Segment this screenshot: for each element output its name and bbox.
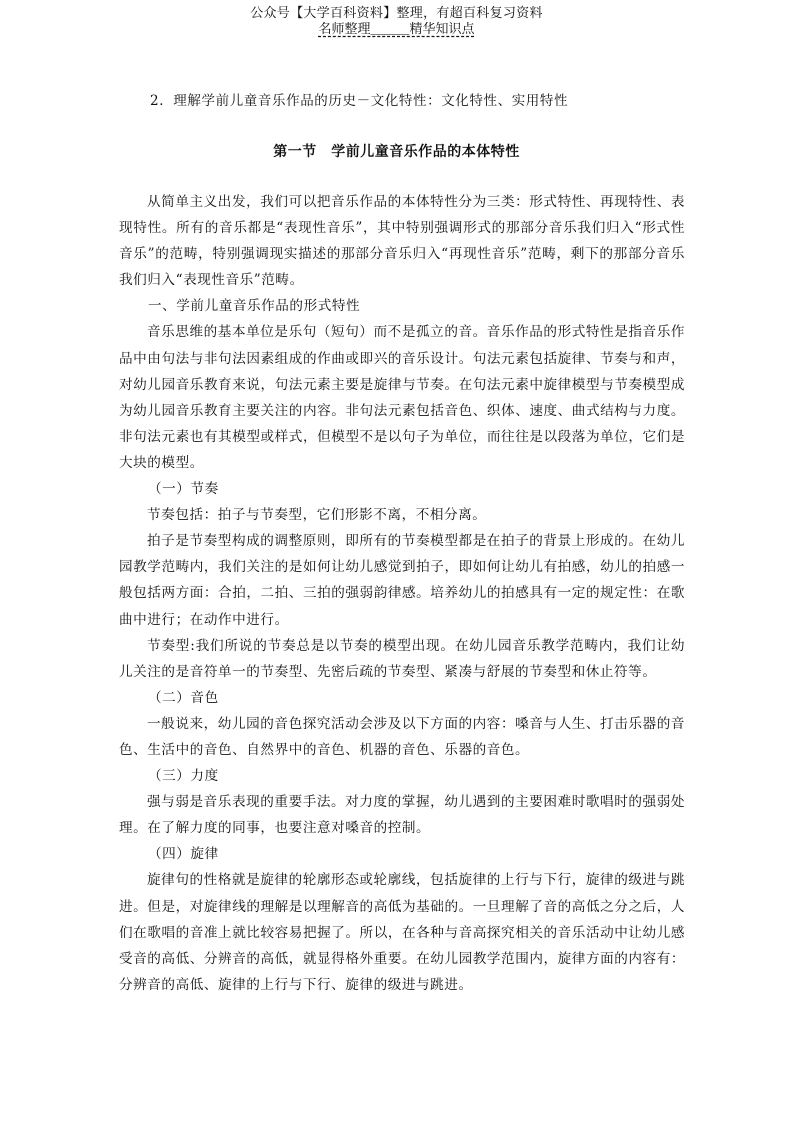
subheading-timbre: （二）音色 [148, 689, 219, 706]
subheading-rhythm: （一）节奏 [148, 481, 219, 498]
body-text [119, 189, 685, 998]
subheading-form: 一、学前儿童音乐作品的形式特性 [148, 298, 361, 315]
paragraph: 节奏包括：拍子与节奏型，它们形影不离，不相分离。 [147, 507, 487, 524]
page-header-line-2-text: 名师整理＿＿＿精华知识点 [318, 22, 475, 37]
page-header-line-1: 公众号【大学百科资料】整理，有超百科复习资料 [250, 6, 543, 21]
paragraph: 从简单主义出发，我们可以把音乐作品的本体特性分为三类：形式特性、再现特性、表现特性。所有的音乐都是“表现性音乐”，其中特别强调形式的那部分音乐我们归入“形式性音乐”的范畴，特别强调现实描述的那部分音乐归入“再现性音乐”范畴，剩下的那部分音乐我们归入“表现性音乐”范畴。 [119, 194, 685, 289]
paragraph: 一般说来，幼儿园的音色探究活动会涉及以下方面的内容：嗓音与人生、打击乐器的音色、生活中的音色、自然界中的音色、机器的音色、乐器的音色。 [119, 715, 685, 758]
paragraph: 拍子是节奏型构成的调整原则，即所有的节奏模型都是在拍子的背景上形成的。在幼儿园教学范畴内，我们关注的是如何让幼儿感觉到拍子，即如何让幼儿有拍感，幼儿的拍感一般包括两方面：合拍，二拍、三拍的强弱韵律感。培养幼儿的拍感具有一定的规定性：在歌曲中进行；在动作中进行。 [119, 533, 685, 628]
paragraph: 音乐思维的基本单位是乐句（短句）而不是孤立的音。音乐作品的形式特性是指音乐作品中由句法与非句法因素组成的作曲或即兴的音乐设计。句法元素包括旋律、节奏与和声，对幼儿园音乐教育来说，句法元素主要是旋律与节奏。在句法元素中旋律模型与节奏模型成为幼儿园音乐教育主要关注的内容。非句法元素包括音色、织体、速度、曲式结构与力度。非句法元素也有其模型或样式，但模型不是以句子为单位，而往往是以段落为单位，它们是大块的模型。 [119, 324, 685, 471]
paragraph: 强与弱是音乐表现的重要手法。对力度的掌握，幼儿遇到的主要困难时歌唱时的强弱处理。在了解力度的同事，也要注意对嗓音的控制。 [119, 794, 685, 837]
paragraph: 旋律句的性格就是旋律的轮廓形态或轮廓线，包括旋律的上行与下行，旋律的级进与跳进。但是，对旋律线的理解是以理解音的高低为基础的。一旦理解了音的高低之分之后，人们在歌唱的音准上就比较容易把握了。所以，在各种与音高探究相关的音乐活动中让幼儿感受音的高低、分辨音的高低，就显得格外重要。在幼儿园教学范围内，旋律方面的内容有：分辨音的高低、旋律的上行与下行、旋律的级进与跳进。 [119, 872, 685, 993]
page-header-line-2 [0, 22, 793, 38]
section-title: 第一节 学前儿童音乐作品的本体特性 [273, 144, 520, 160]
subheading-melody: （四）旋律 [148, 846, 219, 863]
paragraph: 节奏型:我们所说的节奏总是以节奏的模型出现。在幼儿园音乐教学范畴内，我们让幼儿关注的是音符单一的节奏型、先密后疏的节奏型、紧凑与舒展的节奏型和休止符等。 [119, 637, 685, 680]
subheading-dynamics: （三）力度 [148, 768, 219, 785]
list-item-2: 2．理解学前儿童音乐作品的历史－文化特性：文化特性、实用特性 [150, 93, 569, 109]
